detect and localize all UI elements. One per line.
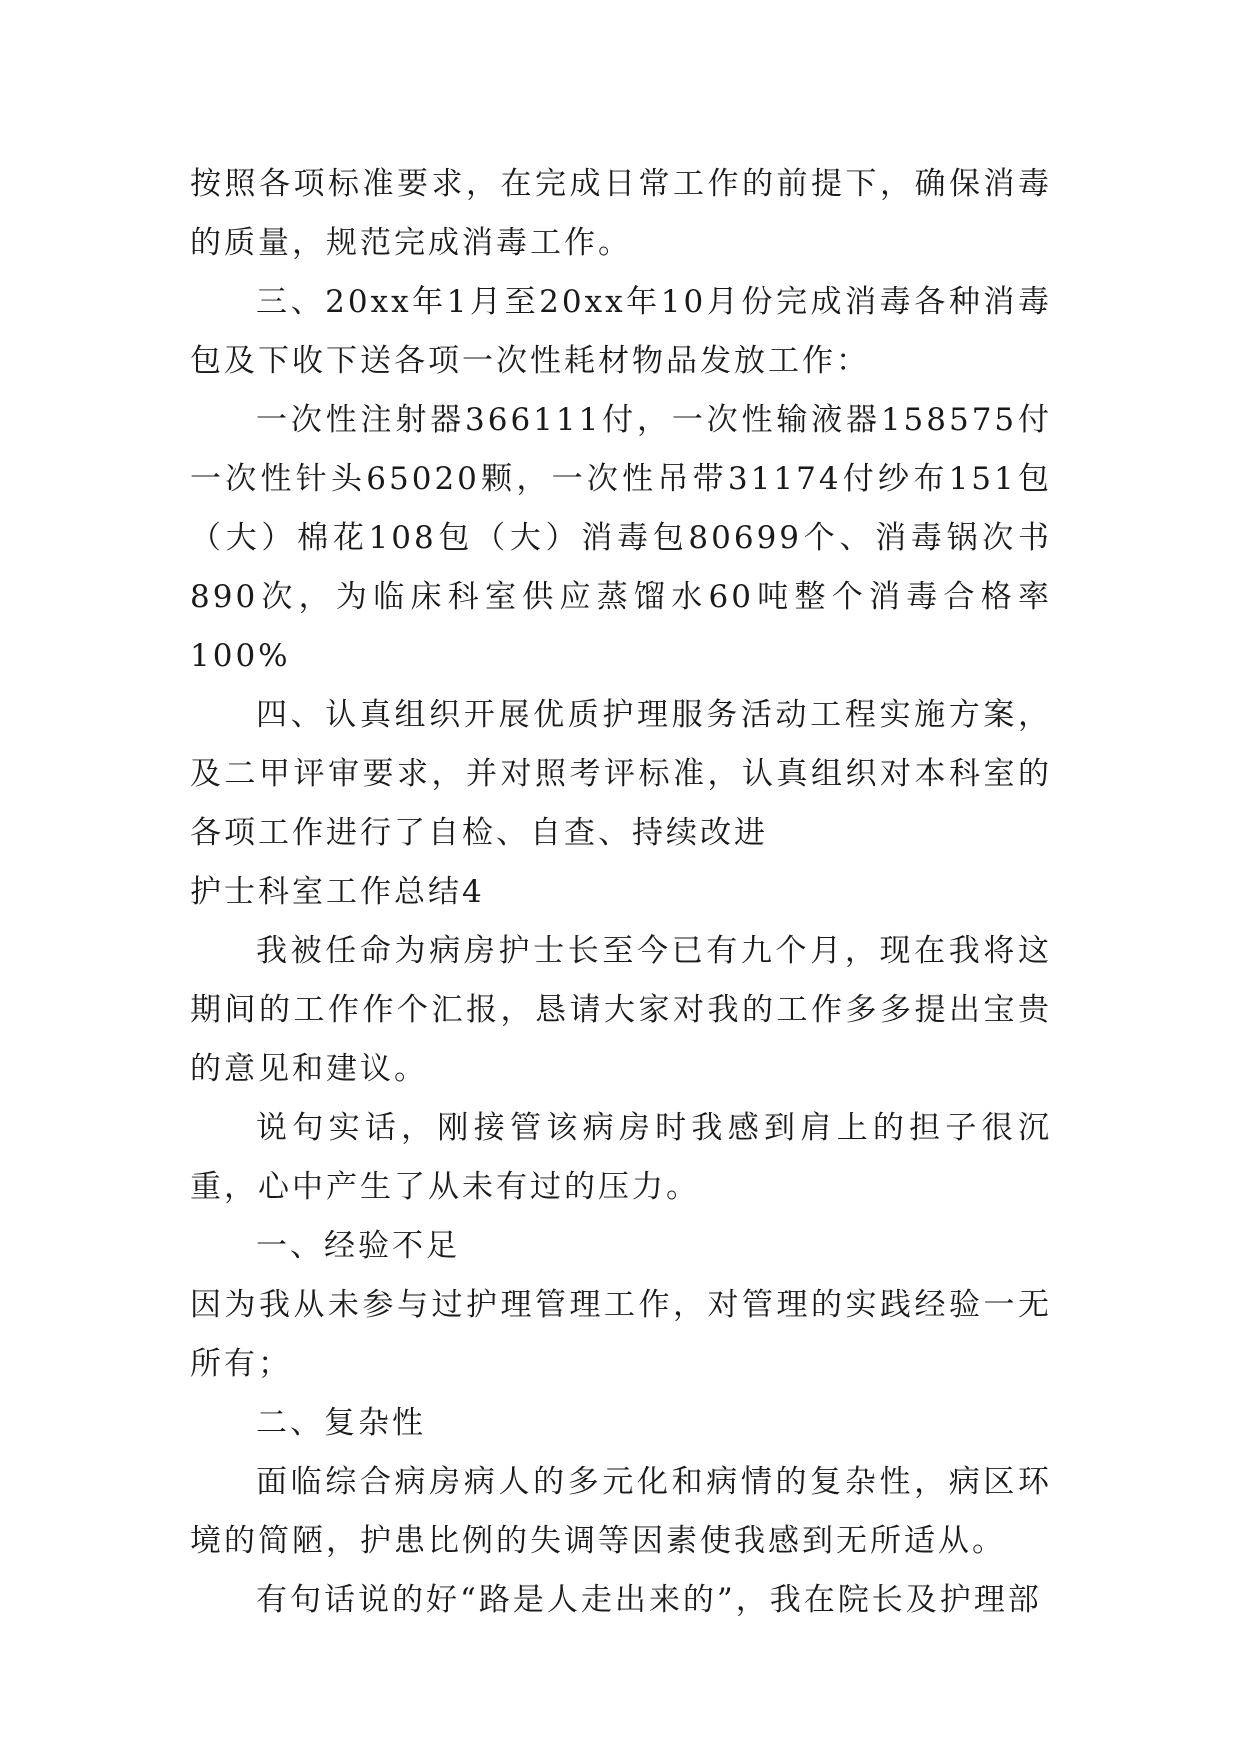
- subheading-lack-of-experience: 一、经验不足: [256, 1228, 460, 1264]
- subheading-complexity: 二、复杂性: [256, 1405, 426, 1441]
- paragraph-section-four: 四、认真组织开展优质护理服务活动工程实施方案，及二甲评审要求，并对照考评标准，认真组织对本科室的各项工作进行了自检、自查、持续改进: [190, 697, 1052, 851]
- paragraph-supply-figures: 一次性注射器366111付，一次性输液器158575付一次性针头65020颗，一次性吊带31174付纱布151包（大）棉花108包（大）消毒包80699个、消毒锅次书890次，为临床科室供应蒸馏水60吨整个消毒合格率100%: [190, 402, 1052, 674]
- paragraph-appointment: 我被任命为病房护士长至今已有九个月，现在我将这期间的工作作个汇报，恳请大家对我的工作多多提出宝贵的意见和建议。: [190, 933, 1052, 1087]
- document-body: [190, 155, 1052, 1630]
- paragraph-pressure: 说句实话，刚接管该病房时我感到肩上的担子很沉重，心中产生了从未有过的压力。: [190, 1110, 1052, 1205]
- paragraph-experience-detail: 因为我从未参与过护理管理工作，对管理的实践经验一无所有；: [190, 1287, 1052, 1382]
- paragraph-disinfection-quality: 按照各项标准要求，在完成日常工作的前提下，确保消毒的质量，规范完成消毒工作。: [190, 166, 1052, 261]
- paragraph-section-three: 三、20xx年1月至20xx年10月份完成消毒各种消毒包及下收下送各项一次性耗材物品发放工作：: [190, 284, 1052, 379]
- paragraph-complexity-detail: 面临综合病房病人的多元化和病情的复杂性，病区环境的简陋，护患比例的失调等因素使我感到无所适从。: [190, 1464, 1052, 1559]
- section-heading: 护士科室工作总结4: [190, 874, 485, 910]
- paragraph-saying: 有句话说的好“路是人走出来的”，我在院长及护理部: [256, 1582, 1042, 1618]
